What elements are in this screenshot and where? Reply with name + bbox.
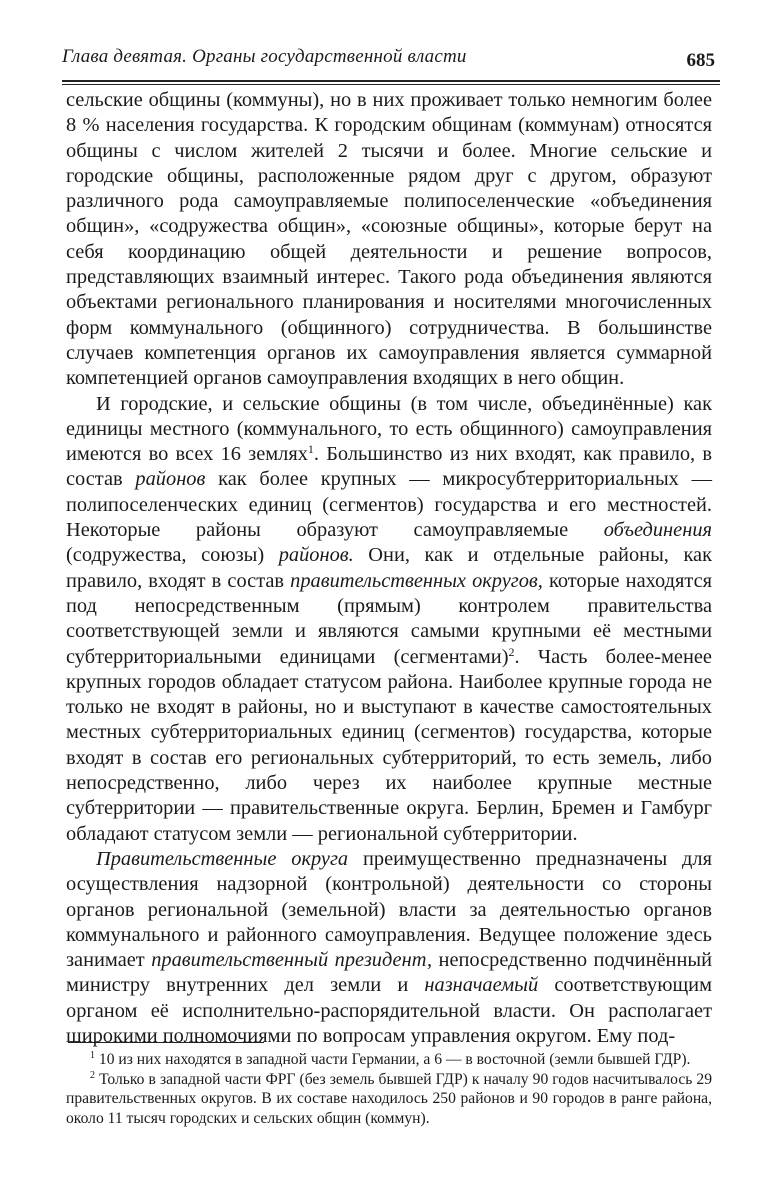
italic-term: районов <box>135 468 206 491</box>
footnote-1 <box>66 1050 712 1070</box>
text-run: преимущественно предназначены для осуществления надзорной (контрольной) деятельности со стороны органов региональной (земельной) власти за деятельностью органов коммунального и районного самоуправления. Ведущее положение здесь занимает <box>66 847 712 972</box>
footnote-rule <box>68 1042 264 1043</box>
italic-term: районов. <box>278 544 354 567</box>
footnote-2 <box>66 1070 712 1129</box>
main-text <box>66 88 712 1049</box>
text-run: непосредственно подчинённый министру внутренних дел земли и <box>66 949 712 997</box>
italic-term: объединения <box>603 519 712 542</box>
paragraph-2 <box>66 392 712 847</box>
text-run: И городские, и сельские общины (в том числе, объединённые) как единицы местного (коммунального, то есть общинного) самоуправления имеются во всех 16 землях <box>66 392 712 466</box>
text-run: соответствующим органом её исполнительно-распорядительной власти. Он располагает широкими полномочиями по вопросам управления округом. Ему под- <box>66 974 712 1047</box>
text-run: . Часть более-менее крупных городов обладает статусом района. Наиболее крупные города не только не входят в районы, но и выступают в качестве самостоятельных местных субтерриториальных единиц (сегментов) государства, которые входят в состав его региональных субтерриторий, то есть земель, либо непосредственно, либо через их наиболее крупные местные субтерритории — правительственные округа. Берлин, Бремен и Гамбург обладают статусом земли — региональной субтерритории. <box>66 645 712 845</box>
footnote-mark: 1 <box>90 1050 95 1061</box>
header-rule <box>62 80 720 85</box>
paragraph-1: сельские общины (коммуны), но в них проживает только немногим более 8 % населения государства. К городским общинам (коммунам) относятся общины с числом жителей 2 тысячи и более. Многие сельские и городские общины, расположенные рядом друг с другом, образуют различного рода самоуправляемые полипоселенческие «объединения общин», «содружества общин», «союзные общины», которые берут на себя координацию общей деятельности и решение вопросов, представляющих взаимный интерес. Такого рода объединения являются объектами регионального планирования и носителями многочисленных форм коммунального (общинного) сотрудничества. В большинстве случаев компетенция органов их самоуправления является суммарной компетенцией органов самоуправления входящих в него общин. <box>66 89 712 390</box>
footnote-ref-2[interactable]: 2 <box>508 644 515 659</box>
footnote-text: 10 из них находятся в западной части Германии, а 6 — в восточной (земли бывшей ГДР). <box>98 1051 691 1068</box>
text-run: которые находятся под непосредственным (прямым) контролем правительства соответствующей земли и являются самыми крупными её местными субтерриториальными единицами (сегментами) <box>66 569 712 668</box>
page-number: 685 <box>686 50 715 71</box>
italic-term: назначаемый <box>424 974 539 997</box>
footnotes <box>66 1050 712 1128</box>
text-run: Они, как и отдельные районы, как правило, входят в состав <box>66 544 712 592</box>
text-run: . Большинство из них входят, как правило, в состав <box>66 443 713 491</box>
footnote-text: Только в западной части ФРГ (без земель бывшей ГДР) к началу 90 годов насчитывалось 29 правительственных округов. В их составе находилось 250 районов и 90 городов в ранге района, около 11 тысяч городских и сельских общин (коммун). <box>66 1070 713 1127</box>
chapter-title: Глава девятая. Органы государственной власти <box>62 46 467 67</box>
footnote-ref-1[interactable]: 1 <box>307 442 314 457</box>
italic-term: правительственный президент, <box>151 949 433 972</box>
running-head <box>62 44 719 78</box>
italic-term: Правительственные округа <box>96 847 349 870</box>
text-run: (содружества, союзы) <box>66 544 279 567</box>
footnote-mark: 2 <box>90 1069 95 1081</box>
italic-term: правительственных округов, <box>290 569 543 592</box>
paragraph-3 <box>66 847 712 1049</box>
text-run: как более крупных — микросубтерриториальных — полипоселенческих единиц (сегментов) государства и его местностей. Некоторые районы образуют самоуправляемые <box>66 468 712 542</box>
